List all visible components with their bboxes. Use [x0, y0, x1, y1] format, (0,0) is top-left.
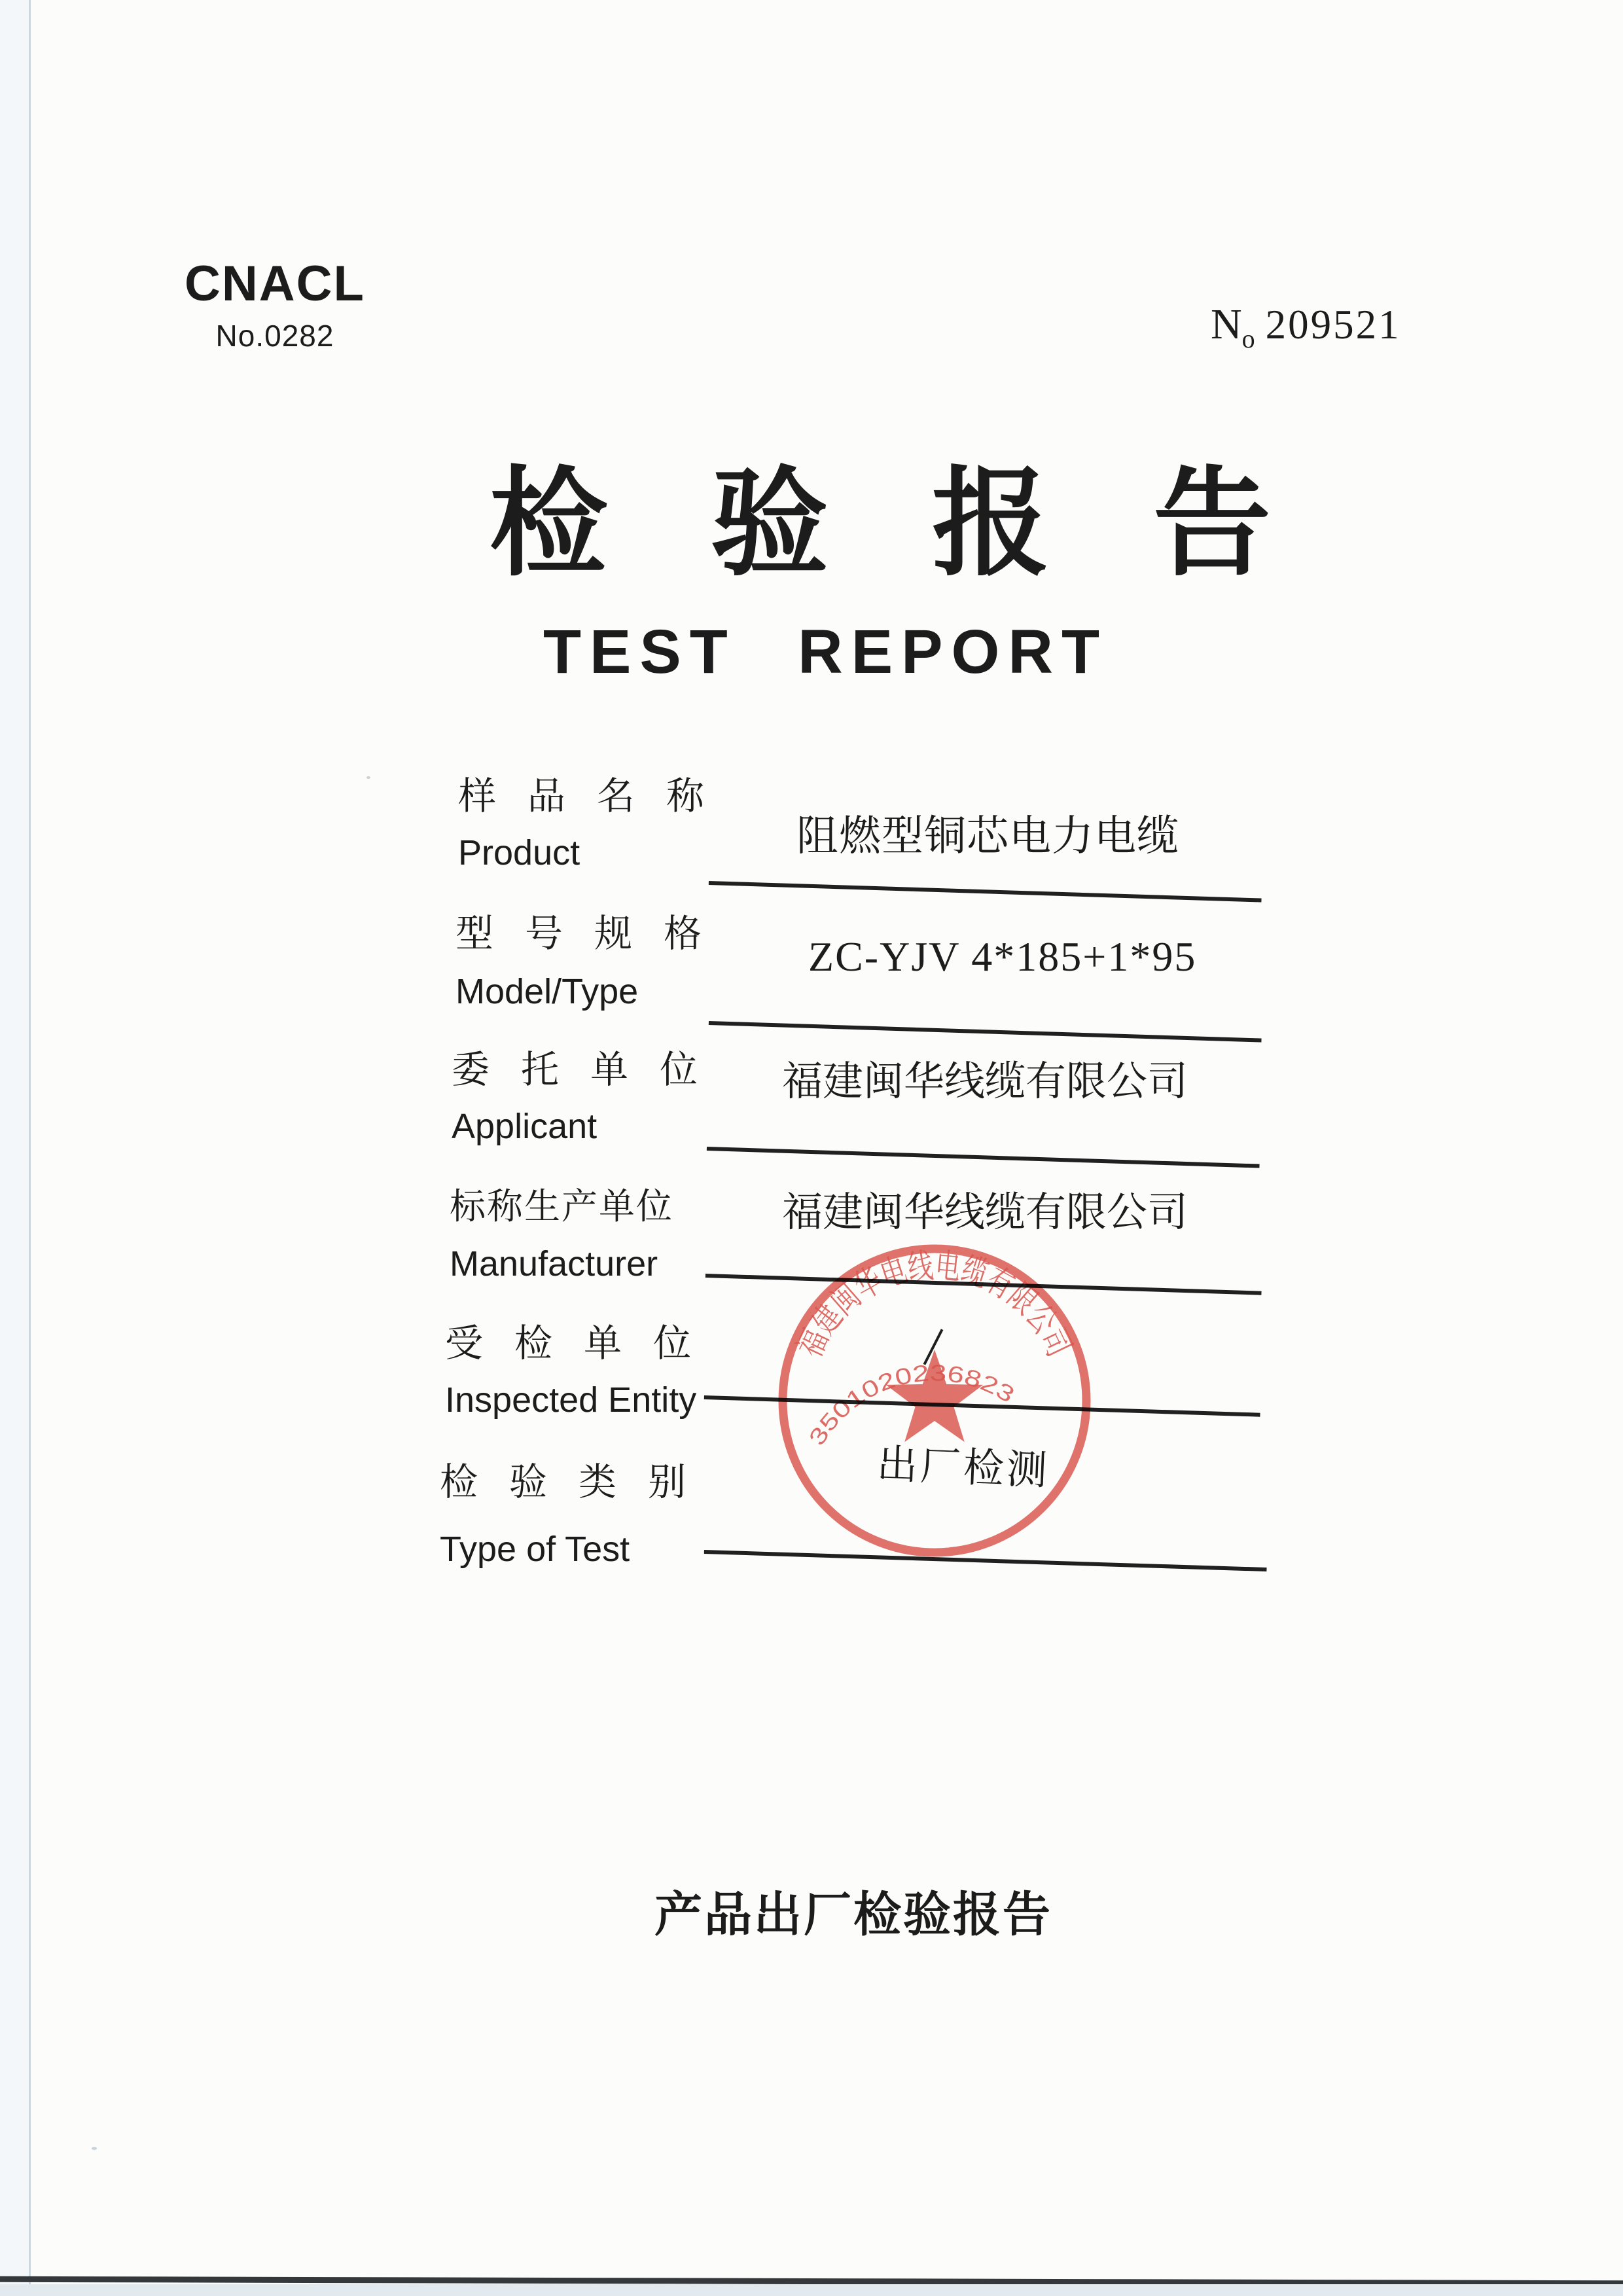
value-applicant: 福建闽华线缆有限公司 — [782, 1060, 1188, 1104]
page-edge-left-strip — [0, 0, 29, 2296]
label-cn-product: 样品名称 — [458, 775, 736, 817]
scan-speck — [366, 776, 370, 779]
label-en-product: Product — [458, 833, 580, 872]
stamp-number-text: 3501020236823 — [804, 1360, 1016, 1450]
report-number-prefix: N — [1211, 300, 1242, 348]
report-number — [1211, 300, 1401, 353]
main-title-cn: 检验报告 — [490, 459, 1375, 590]
footer-title: 产品出厂检验报告 — [654, 1888, 1052, 1941]
label-en-inspected: Inspected Entity — [445, 1380, 697, 1420]
label-en-testtype: Type of Test — [440, 1530, 630, 1569]
report-number-sub: o — [1241, 324, 1255, 353]
underline-model — [709, 1021, 1262, 1043]
stamp-company-text: 福建闽华电线电缆有限公司 — [791, 1246, 1082, 1371]
cnacl-logo: CNACL — [185, 256, 365, 312]
cnacl-number: No.0282 — [215, 319, 334, 353]
value-product: 阻燃型铜芯电力电缆 — [796, 813, 1179, 859]
label-en-applicant: Applicant — [452, 1107, 597, 1146]
page-edge-bottom-shadow — [0, 2284, 1623, 2296]
page-edge-left-line — [29, 0, 31, 2284]
value-testtype: 出厂检测 — [876, 1442, 1051, 1494]
value-manufacturer: 福建闽华线缆有限公司 — [782, 1191, 1188, 1235]
label-cn-model: 型号规格 — [455, 912, 734, 955]
label-en-model: Model/Type — [455, 972, 639, 1011]
company-seal-stamp — [771, 1236, 1098, 1566]
report-number-digits: 209521 — [1265, 302, 1401, 348]
scan-speck — [92, 2147, 97, 2150]
label-cn-inspected: 受检单位 — [445, 1322, 723, 1365]
main-title-en: TEST REPORT — [543, 617, 1109, 687]
cnacl-block — [183, 256, 366, 353]
underline-product — [709, 881, 1262, 903]
label-cn-manufacturer: 标称生产单位 — [450, 1187, 674, 1227]
label-en-manufacturer: Manufacturer — [450, 1244, 658, 1283]
label-cn-testtype: 检验类别 — [440, 1461, 718, 1503]
label-cn-applicant: 委托单位 — [452, 1049, 730, 1091]
value-model: ZC-YJV 4*185+1*95 — [808, 933, 1197, 980]
underline-applicant — [707, 1147, 1260, 1168]
